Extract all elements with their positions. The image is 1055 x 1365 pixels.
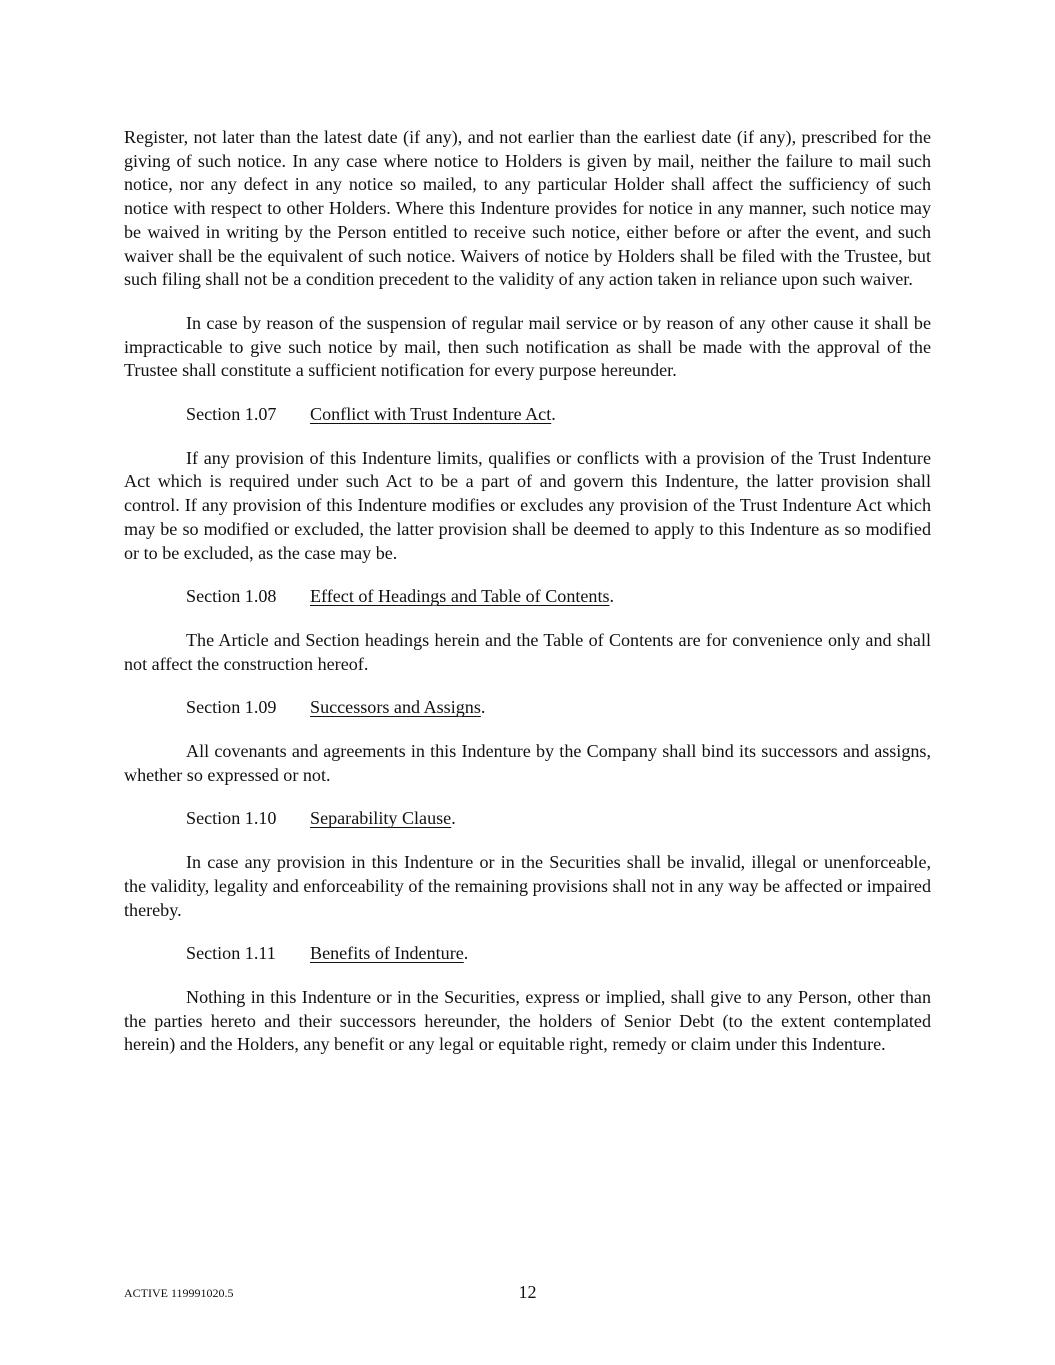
section-title: Separability Clause [310,808,452,829]
section-number: Section 1.11 [186,943,276,964]
section-body-1-07: If any provision of this Indenture limits, qualifies or conflicts with a provision of the Trust Indenture Act which is required under such Act to be a part of and govern this Indenture, the latter provision shall control. If any provision of this Indenture modifies or excludes any provision of the Trust Indenture Act which may be so modified or excluded, the latter provision shall be deemed to apply to this Indenture as so modified or to be excluded, as the case may be. [124,447,931,563]
section-heading-1-09: Section 1.09 Successors and Assigns. [124,696,931,720]
section-heading-1-08: Section 1.08 Effect of Headings and Table of Contents. [124,585,931,609]
section-body-1-10: In case any provision in this Indenture or in the Securities shall be invalid, illegal or unenforceable, the validity, legality and enforceability of the remaining provisions shall not in any way be affected or impaired thereby. [124,852,931,920]
document-page [124,126,931,1057]
section-heading-1-07: Section 1.07 Conflict with Trust Indenture Act. [124,403,931,427]
section-title: Successors and Assigns [310,697,481,718]
section-title: Benefits of Indenture [310,943,464,964]
section-body-1-09: All covenants and agreements in this Indenture by the Company shall bind its successors and assigns, whether so expressed or not. [124,741,931,785]
section-number: Section 1.09 [186,697,277,718]
section-heading-1-11: Section 1.11 Benefits of Indenture. [124,942,931,966]
section-body-1-08: The Article and Section headings herein and the Table of Contents are for convenience only and shall not affect the construction hereof. [124,629,931,674]
section-title: Effect of Headings and Table of Contents [310,586,610,607]
section-heading-1-10: Section 1.10 Separability Clause. [124,807,931,831]
section-number: Section 1.07 [186,404,277,425]
paragraph-mail-suspension: In case by reason of the suspension of regular mail service or by reason of any other cause it shall be impracticable to give such notice by mail, then such notification as shall be made with the approval of the Trustee shall constitute a sufficient notification for every purpose hereunder. [124,312,931,381]
document-id: ACTIVE 119991020.5 [124,1286,234,1300]
section-number: Section 1.08 [186,586,277,607]
paragraph-notice-continuation: Register, not later than the latest date (if any), and not earlier than the earliest date (if any), prescribed for the giving of such notice. In any case where notice to Holders is given by mail, neither the failure to mail such notice, nor any defect in any notice so mailed, to any particular Holder shall affect the sufficiency of such notice with respect to other Holders. Where this Indenture provides for notice in any manner, such notice may be waived in writing by the Person entitled to receive such notice, either before or after the event, and such waiver shall be the equivalent of such notice. Waivers of notice by Holders shall be filed with the Trustee, but such filing shall not be a condition precedent to the validity of any action taken in reliance upon such waiver. [124,127,931,290]
section-number: Section 1.10 [186,808,277,829]
page-number: 12 [518,1282,537,1302]
section-title: Conflict with Trust Indenture Act [310,404,552,425]
section-body-1-11: Nothing in this Indenture or in the Securities, express or implied, shall give to any Person, other than the parties hereto and their successors hereunder, the holders of Senior Debt (to the extent contemplated herein) and the Holders, any benefit or any legal or equitable right, remedy or claim under this Indenture. [124,986,931,1055]
